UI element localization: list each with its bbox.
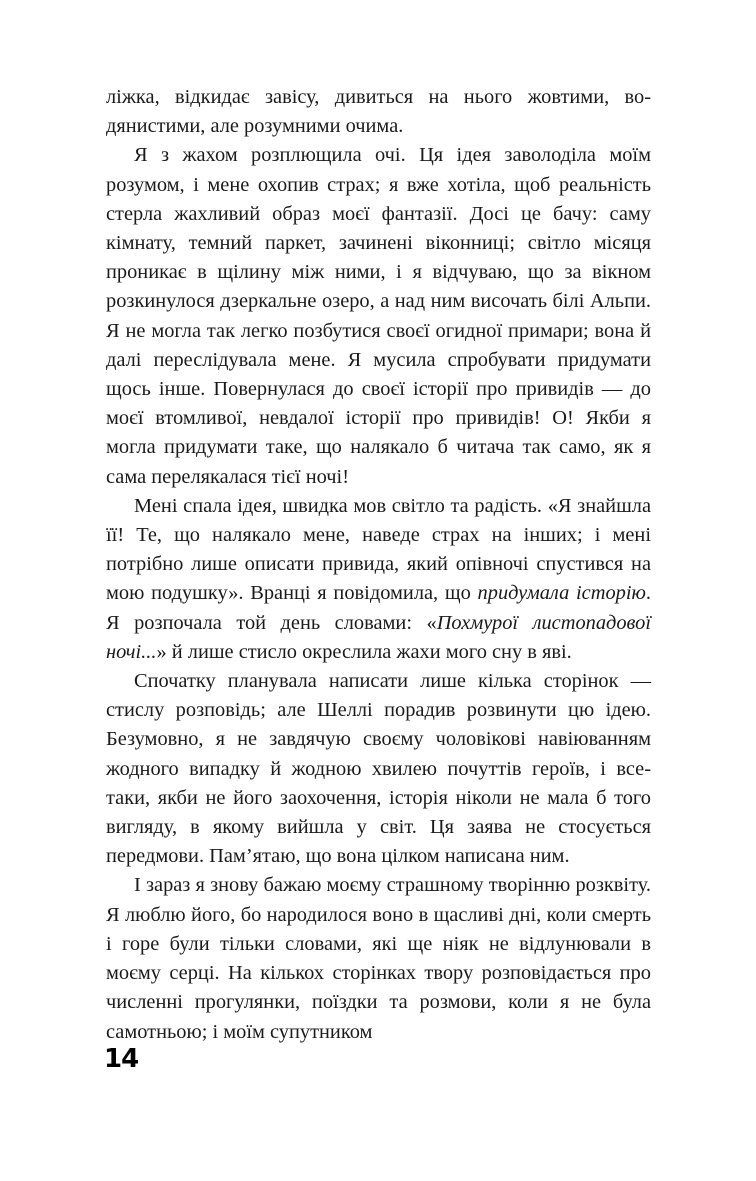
- paragraph: [106, 871, 651, 1046]
- paragraph: [106, 667, 651, 871]
- italic-text: придумала історію: [477, 582, 646, 605]
- text-run: » й лише стисло окреслила жахи мого сну в яві.: [156, 640, 572, 663]
- text-run: . Я розпочала той день словами: «: [106, 582, 651, 634]
- text-run: Спочатку планувала написати лише кілька сторінок — стислу розповідь; але Шеллі порадив розвинути цю ідею. Безумовно, я не завдячую своєму чоловікові навіюванням жодного випадку й жодною хвилею почуттів героїв, і все-таки, якби не його заохочення, історія ніколи не мала б того вигляду, в якому вийшла у світ. Ця заява не стосується передмови. Пам’ятаю, що вона цілком написана ним.: [106, 670, 651, 868]
- text-run: Я з жахом розплющила очі. Ця ідея заволоділа моїм розумом, і мене охопив страх; я вже хотіла, щоб реальність стерла жахливий образ моєї фантазії. Досі це бачу: саму кімнату, темний паркет, зачинені віконниці; світло місяця проникає в щілину між ними, і я відчуваю, що за вікном розкинулося дзеркальне озеро, а над ним височать білі Альпи. Я не могла так легко позбутися своєї огидної примари; вона й далі переслідувала мене. Я мусила спробувати придумати щось інше. Повернулася до своєї історії про привидів — до моєї втомливої, невдалої історії про привидів! О! Якби я могла придумати таке, що налякало б читача так само, як я сама перелякалася тієї ночі!: [106, 144, 651, 488]
- text-run: Мені спала ідея, швидка мов світло та радість. «Я знайшла її! Те, що налякало мене, наведе страх на інших; і мені потрібно лише описати привида, який опівночі спустився на мою подушку». Вранці я повідомила, що: [106, 494, 651, 605]
- paragraph: [106, 83, 651, 141]
- paragraph: [106, 141, 651, 491]
- text-run: І зараз я знову бажаю моєму страшному творінню розквіту. Я люблю його, бо народилося воно в щасливі дні, коли смерть і горе були тільки словами, які ще ніяк не відлунювали в моєму серці. На кількох сторінках твору розповідається про численні прогулянки, поїздки та розмови, коли я не була самотньою; і моїм супутником: [106, 874, 651, 1043]
- page-number: 14: [104, 1044, 139, 1074]
- italic-text: Похмурої листопадової ночі...: [106, 611, 651, 663]
- body-text: [106, 83, 651, 1047]
- paragraph: [106, 492, 651, 667]
- text-run: ліжка, відкидає завісу, дивиться на нього жовтими, водянистими, але розумними очима.: [106, 86, 651, 138]
